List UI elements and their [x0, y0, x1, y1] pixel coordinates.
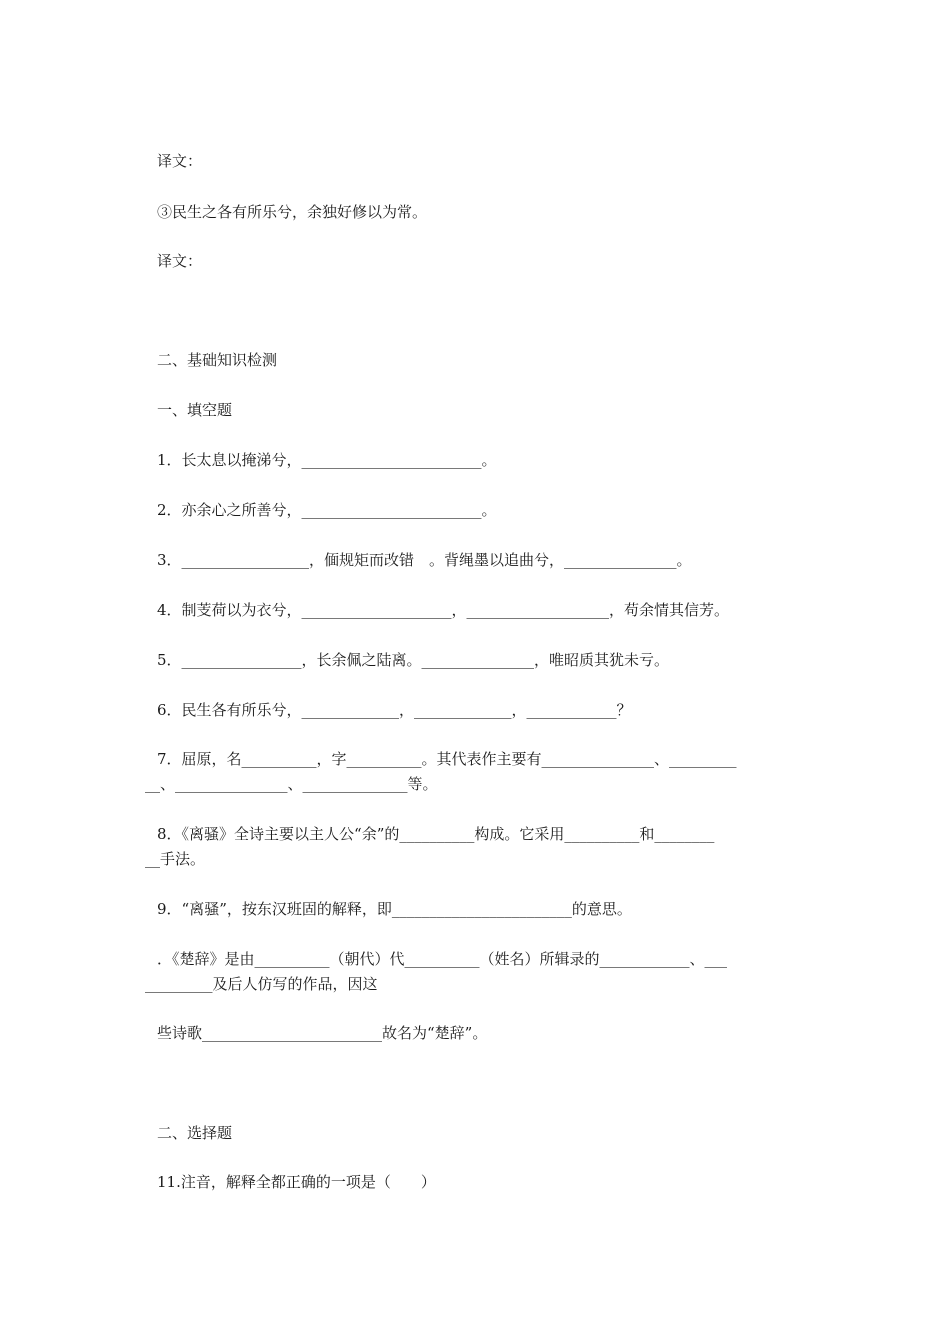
question-1: 1．长太息以掩涕兮，________________________。 [157, 451, 497, 469]
question-11: 11.注音，解释全都正确的一项是（ ） [157, 1173, 436, 1191]
question-10-final-line: 些诗歌________________________故名为“楚辞”。 [157, 1024, 488, 1042]
question-7-continuation: __、_______________、______________等。 [145, 775, 438, 793]
question-9: 9．“离骚”，按东汉班固的解释，即________________________的意思。 [157, 900, 632, 918]
question-5: 5．________________，长余佩之陆离。_______________，唯昭质其犹未亏。 [157, 651, 670, 669]
translation-label-1: 译文： [157, 152, 203, 170]
question-3: 3．_________________，偭规矩而改错 。背绳墨以追曲兮，_______________。 [157, 551, 692, 569]
verse-3-line: ③民生之各有所乐兮，余独好修以为常。 [157, 203, 428, 221]
question-8-continuation: __手法。 [145, 850, 206, 868]
question-8: 8．《离骚》全诗主要以主人公“余”的__________构成。它采用__________和________ [157, 825, 715, 843]
question-10-continuation: _________及后人仿写的作品，因这 [145, 975, 378, 993]
translation-label-2: 译文： [157, 252, 203, 270]
question-2: 2．亦余心之所善兮，________________________。 [157, 501, 497, 519]
multiple-choice-heading: 二、选择题 [157, 1124, 233, 1142]
fill-blank-heading: 一、填空题 [157, 401, 233, 419]
question-6: 6．民生各有所乐兮，_____________，_____________，____________？ [157, 701, 632, 719]
question-4: 4．制芰荷以为衣兮，____________________，___________________，苟余情其信芳。 [157, 601, 730, 619]
section-basic-knowledge-heading: 二、基础知识检测 [157, 351, 278, 369]
question-7: 7．屈原，名__________，字__________。其代表作主要有_______________、_________ [157, 750, 737, 768]
question-10: ．《楚辞》是由__________（朝代）代__________（姓名）所辑录的____________、___ [157, 950, 728, 968]
